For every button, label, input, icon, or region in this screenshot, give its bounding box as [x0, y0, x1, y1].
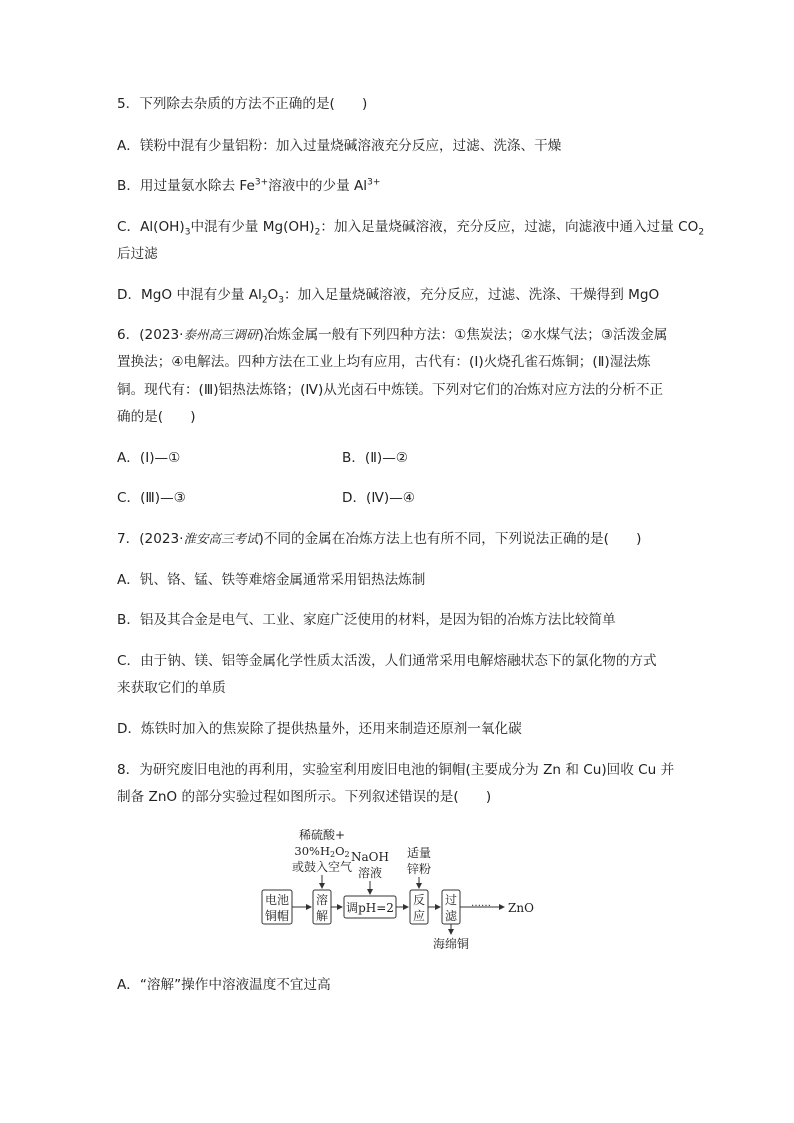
box-battery-cap-l2: 铜帽 — [264, 909, 290, 923]
box-react-l1: 反 — [412, 893, 426, 907]
q7-option-b: B．铝及其合金是电气、工业、家庭广泛使用的材料，是因为铝的冶炼方法比较简单 — [117, 612, 616, 628]
box-battery-cap-l1: 电池 — [264, 893, 290, 907]
q6-source-tag: 泰州高三调研 — [183, 327, 259, 342]
reagent-zn-powder-label: 锌粉 — [406, 862, 432, 876]
box-react-l2: 应 — [412, 909, 426, 923]
process-flow-diagram — [256, 826, 556, 956]
box-adjust-ph-label: 调pH=2 — [346, 901, 394, 915]
q8-stem-line2: 制备 ZnO 的部分实验过程如图所示。下列叙述错误的是( ) — [117, 789, 492, 805]
q6-stem-line2: 置换法；④电解法。四种方法在工业上均有应用，古代有：(Ⅰ)火烧孔雀石炼铜；(Ⅱ)湿法炼 — [117, 354, 651, 370]
q5-option-c-line1: C．$Al(OH)_3$中混有少量 $Mg(OH)_2$：加入足量烧碱溶液，充分反应，过滤，向滤液中通入过量 $CO_2$ — [117, 219, 705, 238]
q6-stem-line3: 铜。现代有：(Ⅲ)铝热法炼铬；(Ⅳ)从光卤石中炼镁。下列对它们的冶炼对应方法的分析不正 — [117, 382, 664, 398]
q8-stem-line1: 8．为研究废旧电池的再利用，实验室利用废旧电池的铜帽(主要成分为 Zn 和 Cu)回收 Cu 并 — [117, 762, 675, 778]
q7-stem: 7．(2023·淮安高三考试)不同的金属在冶炼方法上也有所不同，下列说法正确的是( ) — [117, 531, 642, 547]
reagent-acid-label: 稀硫酸+ — [298, 828, 346, 842]
q8-option-a: A．“溶解”操作中溶液温度不宜过高 — [117, 977, 331, 993]
box-filter-l1: 过 — [444, 893, 458, 907]
q7-option-c-line1: C．由于钠、镁、铝等金属化学性质太活泼，人们通常采用电解熔融状态下的氯化物的方式 — [117, 653, 657, 669]
reagent-zn-amount-label: 适量 — [406, 846, 432, 860]
q5-option-a: A．镁粉中混有少量铝粉：加入过量烧碱溶液充分反应，过滤、洗涤、干燥 — [117, 138, 562, 154]
q7-option-d: D．炼铁时加入的焦炭除了提供热量外，还用来制造还原剂一氧化碳 — [117, 721, 522, 737]
box-dissolve-l1: 溶 — [315, 893, 329, 907]
q6-option-c: C．(Ⅲ)—③ — [117, 490, 186, 506]
reagent-h2o2-label: 30%H2O2 — [294, 844, 350, 859]
box-filter-l2: 滤 — [444, 909, 458, 923]
reagent-air-label: 或鼓入空气 — [291, 860, 353, 874]
reagent-naoh-solution-label: 溶液 — [357, 866, 383, 880]
reagent-naoh-label: NaOH — [351, 850, 389, 864]
q6-option-d: D．(Ⅳ)—④ — [342, 490, 415, 506]
product-zno-label: ZnO — [508, 901, 534, 915]
q7-option-c-line2: 来获取它们的单质 — [117, 680, 226, 696]
q5-option-b: B．用过量氨水除去 $Fe^{3+}$溶液中的少量 $Al^{3+}$ — [117, 177, 381, 194]
q5-option-c-line2: 后过滤 — [117, 246, 158, 262]
q7-source-tag: 淮安高三考试 — [183, 531, 259, 546]
byproduct-sponge-copper-label: 海绵铜 — [432, 937, 470, 951]
q6-stem-line4: 确的是( ) — [117, 409, 196, 425]
dots-label: …… — [471, 898, 491, 909]
q6-stem-line1: 6．(2023·泰州高三调研)冶炼金属一般有下列四种方法：①焦炭法；②水煤气法；③活泼金属 — [117, 327, 668, 343]
q6-option-b: B．(Ⅱ)—② — [342, 450, 408, 466]
q7-option-a: A．钒、铬、锰、铁等难熔金属通常采用铝热法炼制 — [117, 572, 426, 588]
q5-option-d: D．MgO 中混有少量 $Al_2O_3$：加入足量烧碱溶液，充分反应，过滤、洗涤、干燥得到 MgO — [117, 287, 660, 306]
q6-option-a: A．(Ⅰ)—① — [117, 450, 181, 466]
box-dissolve-l2: 解 — [315, 909, 329, 923]
q5-stem: 5．下列除去杂质的方法不正确的是( ) — [117, 96, 368, 112]
